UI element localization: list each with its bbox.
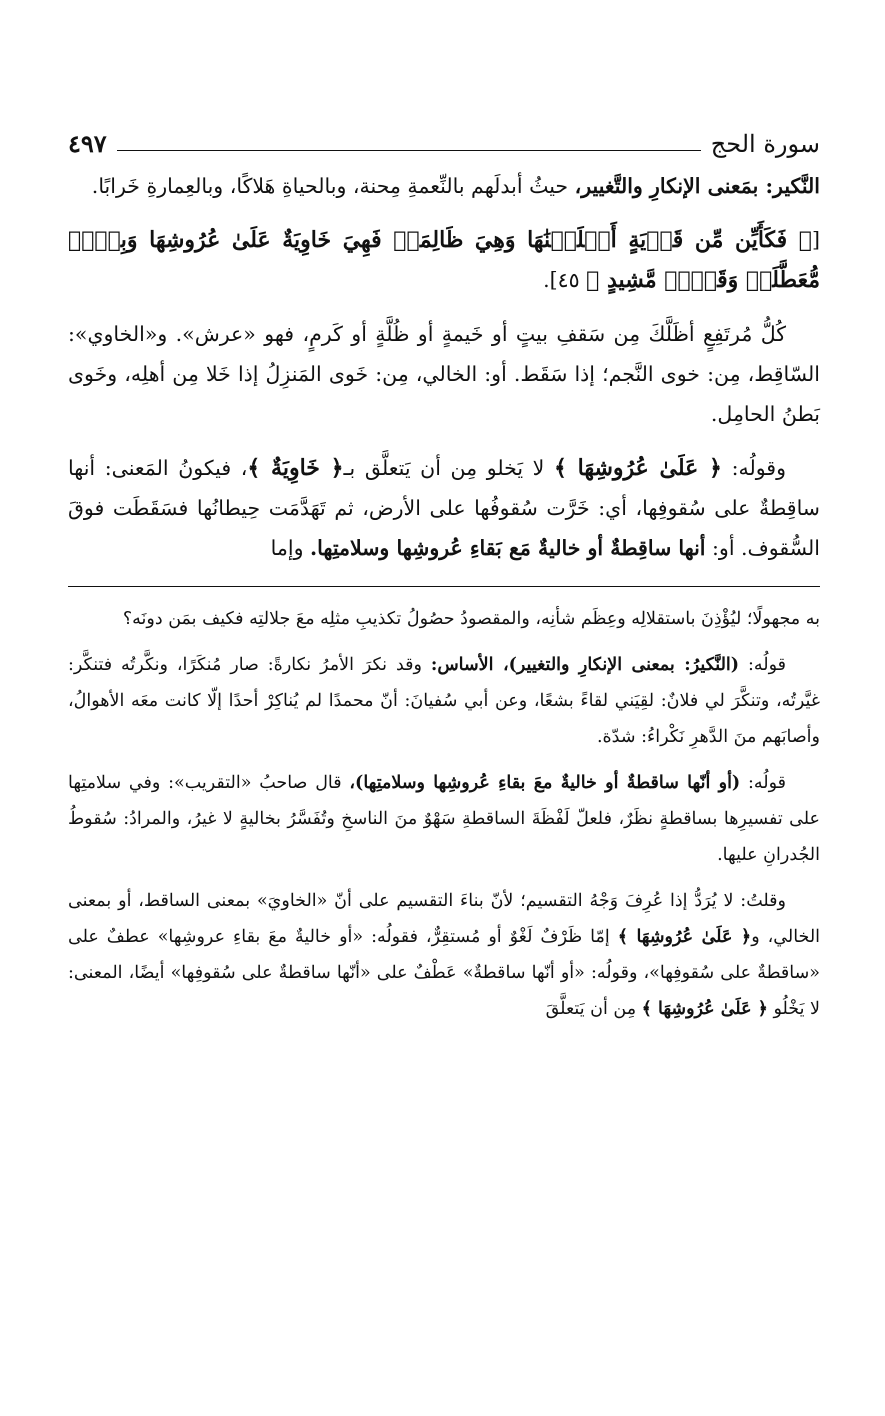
- main-paragraph-1-text: حيثُ أبدلَهم بالنِّعمةِ مِحنة، وبالحياةِ هَلاكًا، وبالعِمارةِ خَرابًا.: [91, 174, 575, 198]
- p4-bold: أنها ساقِطةٌ أو خاليةٌ مَع بَقاءِ عُروشِها وسلامتِها.: [310, 536, 706, 560]
- note-2-bold: (النَّكيرُ: بمعنى الإنكارِ والتغيير)، الأساس:: [430, 655, 740, 675]
- page-number: ٤٩٧: [68, 129, 107, 158]
- note-2: [68, 647, 820, 755]
- p4-text-d: وإما: [270, 536, 310, 560]
- note-4-quran-2: ﴿ عَلَىٰ عُرُوشِهَا ﴾: [641, 999, 768, 1019]
- header-rule: [117, 150, 701, 151]
- note-3-text-b: قال صاحبُ «التقريب»: وفي سلامتِها على تفسيرِها بساقطةٍ نظَرٌ، فلعلّ لَفْظَةَ الساقطةِ سَهْوٌ منَ الناسخِ وتُفَسَّرُ بخاليةٍ لا غيرُ، والمرادُ: سُقوطُ الجُدرانِ عليها.: [68, 773, 820, 865]
- footnote-separator: [68, 586, 820, 587]
- note-3: [68, 765, 820, 873]
- note-1: به مجهولًا؛ ليُؤْذِنَ باستقلالِه وعِظَم شأنِه، والمقصودُ حصُولُ تكذيبِ مثلِه معَ جلالتِه فكيف بمَن دونَه؟: [122, 609, 820, 629]
- note-4: [68, 883, 820, 1027]
- note-3-text-a: قولُه:: [740, 773, 787, 793]
- quran-verse-paragraph: [68, 220, 820, 300]
- main-paragraph-3: كُلُّ مُرتَفِعٍ أظَلَّكَ مِن سَقفِ بيتٍ أو خَيمةٍ أو ظُلَّةٍ أو كَرمٍ، فهو «عرش». و«الخاوي»: السّاقِط، مِن: خوى النَّجم؛ إذا سَقَط. أو: الخالي، مِن: خَوى المَنزِلُ إذا خَلا مِن أهلِه، وخَوى بَطنُ الحامِل.: [68, 322, 820, 426]
- quran-quote-2: ﴿ خَاوِيَةٌ ﴾: [247, 455, 344, 481]
- note-2-text-b: وقد نكرَ الأمرُ نكارةً: صار مُنكَرًا، ونكَّرتُه فتنكَّر: غيَّرتُه، وتنكَّرَ لي فلانٌ: لقِيَني لقاءً بشعًا، وعن أبي سُفيانَ: أنّ محمدًا لم يُناكِرْ أحدًا إلّا كانت معَه الأهوالُ، وأصابَهم منَ الدَّهرِ نَكْراءُ: شدّة.: [68, 655, 820, 747]
- page: [68, 118, 820, 1037]
- main-text: [68, 166, 820, 568]
- main-paragraph-4: [68, 448, 820, 568]
- p4-text-c: ، فيكونُ المَعنى: أنها ساقِطةٌ على سُقوفِها، أي: خَرَّت سُقوفُها على الأرض، ثم تَهَدَّمَت حِيطانُها فسَقَطَت فوقَ السُّقوف. أو:: [68, 456, 820, 560]
- running-header: [68, 118, 820, 158]
- commentary: [68, 601, 820, 1027]
- note-2-text-a: قولُه:: [739, 655, 786, 675]
- bracket-open: [: [812, 228, 820, 252]
- verse-number: ٤٥].: [543, 268, 587, 292]
- term-nakir: النَّكير: بمَعنى الإنكارِ والتَّغيير،: [574, 174, 820, 198]
- note-4-text-b: إمّا ظَرْفٌ لَغْوٌ أو مُستقِرٌّ، فقولُه: «أو خاليةٌ معَ بقاءِ عروشِها» عطفٌ على «ساقطةٌ على سُقوفِها»، وقولُه: «أو أنّها ساقطةٌ» عَطْفٌ على «أنّها ساقطةٌ على سُقوفِها» أيضًا، المعنى: لا يَخْلُو: [68, 927, 820, 1019]
- surah-title: سورة الحج: [710, 130, 820, 158]
- p4-text-b: لا يَخلو مِن أن يَتعلَّق بـ: [343, 456, 554, 480]
- p4-text-a: وقولُه:: [721, 456, 787, 480]
- quran-verse: ﴿ فَكَأَيِّن مِّن قَرۡيَةٍ أَهۡلَكۡنَٰهَا وَهِيَ ظَالِمَةٞ فَهِيَ خَاوِيَةٌ عَلَىٰ عُرُوشِهَا وَبِئۡرٖ مُّعَطَّلَةٖ وَقَصۡرٖ مَّشِيدٍ ﴾: [68, 227, 820, 293]
- note-3-bold: (أو أنّها ساقطةٌ أو خاليةٌ معَ بقاءِ عُروشِها وسلامتِها)،: [349, 773, 741, 793]
- note-4-quran-1: ﴿ عَلَىٰ عُرُوشِهَا ﴾: [617, 927, 752, 947]
- note-4-text-c: مِن أن يَتعلَّقَ: [545, 999, 642, 1019]
- note-4-text-a: وقلتُ: لا يُرَدُّ إذا عُرِفَ وَجْهُ التقسيم؛ لأنّ بناءَ التقسيم على أنّ «الخاويَ» بمعنى الساقط، أو بمعنى الخالي، و: [68, 891, 821, 947]
- main-paragraph-1: [68, 166, 820, 206]
- quran-quote-1: ﴿ عَلَىٰ عُرُوشِهَا ﴾: [553, 455, 722, 481]
